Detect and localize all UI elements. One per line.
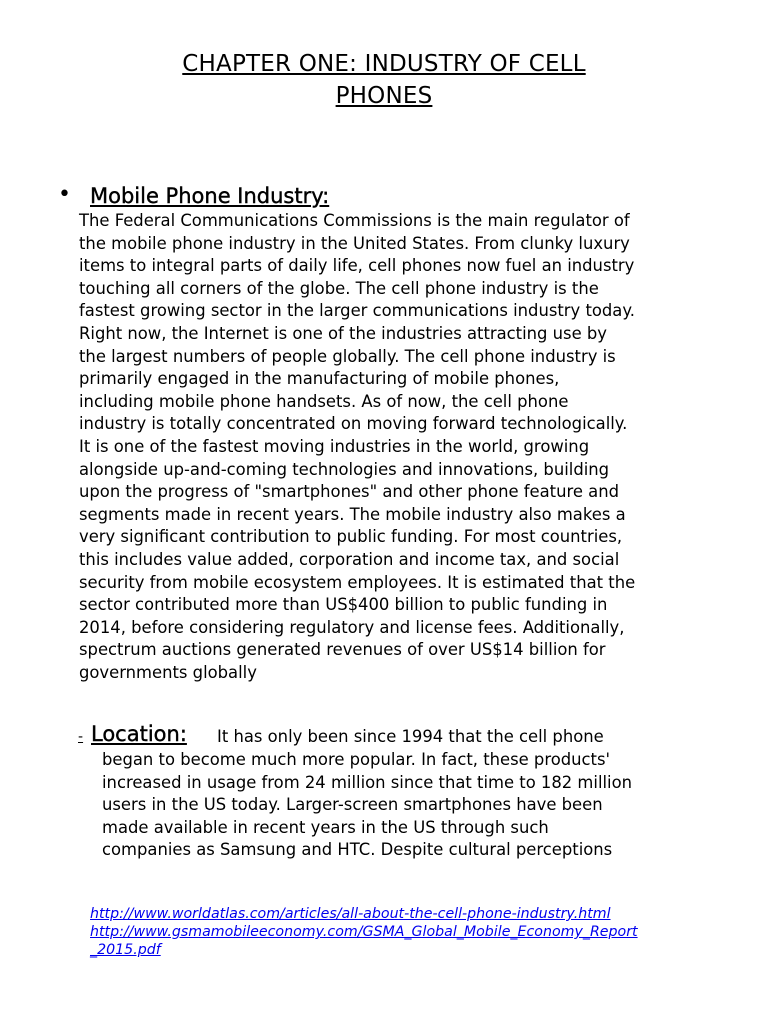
reference-links (90, 905, 710, 959)
bullet-point: • (58, 182, 71, 207)
list-dash: - (78, 729, 84, 745)
reference-link-worldatlas[interactable]: http://www.worldatlas.com/articles/all-about-the-cell-phone-industry.html (90, 906, 611, 922)
section-heading-location: Location: (91, 722, 187, 746)
paragraph-location-first-line: It has only been since 1994 that the cell phone (217, 727, 604, 746)
paragraph-location: began to become much more popular. In fact, these products' increased in usage from 24 million since that time to 182 million users in the US today. Larger-screen smartphones have been made available in recent years in the US through such companies as Samsung and HTC. Despite cultural perceptions (102, 750, 633, 860)
reference-link-gsma-report[interactable]: http://www.gsmamobileeconomy.com/GSMA_Global_Mobile_Economy_Report _2015.pdf (90, 924, 638, 958)
section-heading-mobile-phone-industry: Mobile Phone Industry: (90, 184, 330, 208)
chapter-title: CHAPTER ONE: INDUSTRY OF CELL PHONES (182, 51, 586, 109)
paragraph-mobile-phone-industry: The Federal Communications Commissions is the main regulator of the mobile phone industry in the United States. From clunky luxury items to integral parts of daily life, cell phones now fuel an industry touching all corners of the globe. The cell phone industry is the fastest growing sector in the larger communications industry today. Right now, the Internet is one of the industries attracting use by the largest numbers of people globally. The cell phone industry is primarily engaged in the manufacturing of mobile phones, including mobile phone handsets. As of now, the cell phone industry is totally concentrated on moving forward technologically. It is one of the fastest moving industries in the world, growing alongside up-and-coming technologies and innovations, building upon the progress of "smartphones" and other phone feature and segments made in recent years. The mobile industry also makes a very significant contribution to public funding. For most countries, this includes value added, corporation and income tax, and social security from mobile ecosystem employees. It is estimated that the sector contributed more than US$400 billion to public funding in 2014, before considering regulatory and license fees. Additionally, spectrum auctions generated revenues of over US$14 billion for governments globally (79, 211, 636, 682)
